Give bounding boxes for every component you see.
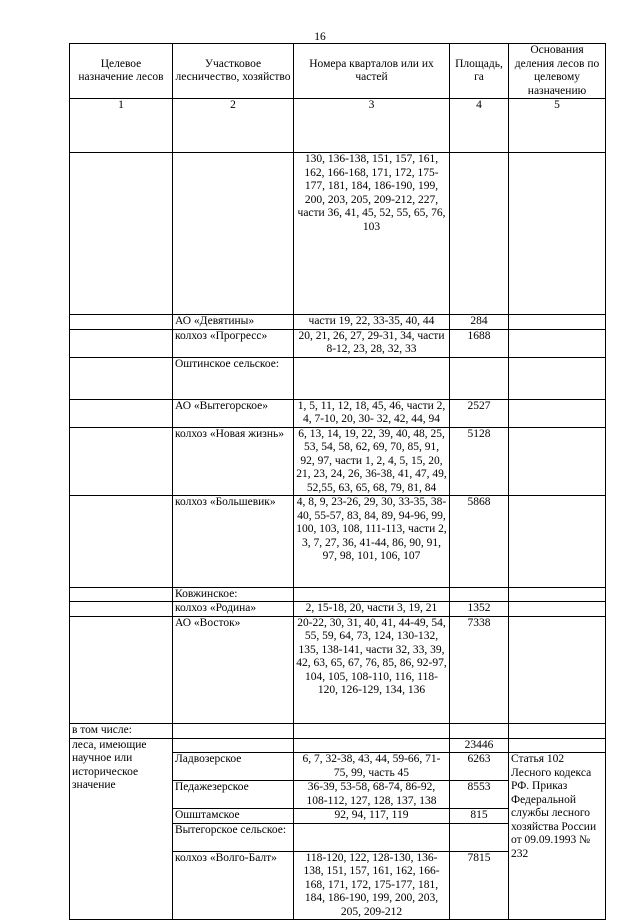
table-cell-col-4: 2527 — [450, 399, 509, 427]
table-cell-col-2: Педажезерское — [173, 781, 294, 809]
table-cell-col-2: Ковжинское: — [173, 587, 294, 602]
table-cell-col-1 — [70, 399, 173, 427]
table-row — [70, 602, 606, 617]
table-cell-col-2: Ладвозерское — [173, 753, 294, 781]
header-row — [70, 44, 606, 99]
table-cell-col-4: 7338 — [450, 616, 509, 724]
table-cell-col-3: 36-39, 53-58, 68-74, 86-92, 108-112, 127, 128, 137, 138 — [294, 781, 450, 809]
header-col-2: Участковое лесничество, хозяйство — [173, 44, 294, 99]
column-number-1: 1 — [70, 99, 173, 153]
table-cell-col-3: 1, 5, 11, 12, 18, 45, 46, части 2, 4, 7-10, 20, 30- 32, 42, 44, 94 — [294, 399, 450, 427]
table-row — [70, 496, 606, 588]
table-row — [70, 357, 606, 399]
table-cell-col-1 — [70, 587, 173, 602]
table-cell-col-5 — [509, 602, 606, 617]
table-cell-col-5 — [509, 329, 606, 357]
table-cell-col-3: 130, 136-138, 151, 157, 161, 162, 166-168, 171, 172, 175-177, 181, 184, 186-190, 199, 200, 203, 205, 209-212, 227, части 36, 41, 45, 52, 55, 65, 76, 103 — [294, 153, 450, 315]
table-cell-col-2: АО «Вытегорское» — [173, 399, 294, 427]
table-cell-col-2: колхоз «Прогресс» — [173, 329, 294, 357]
table-cell-col-3 — [294, 738, 450, 753]
table-row — [70, 329, 606, 357]
table-cell-col-4: 23446 — [450, 738, 509, 753]
table-row — [70, 616, 606, 724]
table-cell-col-5 — [509, 399, 606, 427]
table-cell-col-5 — [509, 616, 606, 724]
table-cell-col-4: 1688 — [450, 329, 509, 357]
table-cell-col-1 — [70, 496, 173, 588]
basis-cell-empty — [509, 738, 606, 753]
table-cell-col-1 — [70, 153, 173, 315]
table-cell-col-5 — [509, 724, 606, 739]
table-cell-col-4: 1352 — [450, 602, 509, 617]
table-cell-col-1 — [70, 315, 173, 330]
table-cell-col-1 — [70, 357, 173, 399]
table-cell-col-2: Вытегорское сельское: — [173, 823, 294, 851]
table-cell-col-5 — [509, 357, 606, 399]
table-cell-col-2: Ошштамское — [173, 809, 294, 824]
table-cell-col-4: 5128 — [450, 427, 509, 496]
table-cell-col-1 — [70, 616, 173, 724]
table-cell-col-3 — [294, 724, 450, 739]
column-number-2: 2 — [173, 99, 294, 153]
table-row — [70, 315, 606, 330]
forest-purpose-table — [69, 43, 606, 920]
basis-cell: Статья 102 Лесного кодекса РФ. Приказ Федеральной службы лесного хозяйства России от 09.09.1993 № 232 — [509, 753, 606, 920]
table-cell-col-4: 7815 — [450, 851, 509, 920]
table-cell-col-4: 6263 — [450, 753, 509, 781]
table-cell-col-3: 4, 8, 9, 23-26, 29, 30, 33-35, 38-40, 55-57, 83, 84, 89, 94-96, 99, 100, 103, 108, 111-113, части 2, 3, 7, 27, 36, 41-44, 86, 90, 91, 97, 98, 101, 106, 107 — [294, 496, 450, 588]
table-cell-col-4: 815 — [450, 809, 509, 824]
table-cell-col-3: 6, 13, 14, 19, 22, 39, 40, 48, 25, 53, 54, 58, 62, 69, 70, 85, 91, 92, 97, части 1, 2, 4, 5, 15, 20, 21, 23, 24, 26, 36-38, 41, 47, 49, 52,55, 63, 65, 68, 79, 81, 84 — [294, 427, 450, 496]
table-cell-col-4: 284 — [450, 315, 509, 330]
table-cell-col-2: колхоз «Новая жизнь» — [173, 427, 294, 496]
table-cell-col-5 — [509, 315, 606, 330]
purpose-cell: леса, имеющие научное или историческое значение — [70, 738, 173, 920]
header-col-1: Целевое назначение лесов — [70, 44, 173, 99]
table-row — [70, 153, 606, 315]
table-row — [70, 587, 606, 602]
header-col-5: Основания деления лесов по целевому назначению — [509, 44, 606, 99]
table-cell-col-3: 118-120, 122, 128-130, 136-138, 151, 157, 161, 162, 166-168, 171, 172, 175-177, 181, 184, 186-190, 199, 200, 203, 205, 209-212 — [294, 851, 450, 920]
table-row — [70, 399, 606, 427]
table-cell-col-2 — [173, 153, 294, 315]
column-number-row — [70, 99, 606, 153]
table-cell-col-5 — [509, 587, 606, 602]
table-cell-col-1 — [70, 427, 173, 496]
table-cell-col-2 — [173, 738, 294, 753]
table-cell-col-5 — [509, 496, 606, 588]
header-col-3: Номера кварталов или их частей — [294, 44, 450, 99]
column-number-4: 4 — [450, 99, 509, 153]
table-cell-col-2: колхоз «Родина» — [173, 602, 294, 617]
table-cell-col-4 — [450, 153, 509, 315]
table-cell-col-2: колхоз «Волго-Балт» — [173, 851, 294, 920]
page-number: 16 — [314, 31, 326, 43]
table-cell-col-2: АО «Девятины» — [173, 315, 294, 330]
table-cell-col-5 — [509, 153, 606, 315]
table-row — [70, 738, 606, 753]
table-cell-col-5 — [509, 427, 606, 496]
column-number-3: 3 — [294, 99, 450, 153]
table-cell-col-3: 20-22, 30, 31, 40, 41, 44-49, 54, 55, 59, 64, 73, 124, 130-132, 135, 138-141, части 32, 33, 39, 42, 63, 65, 67, 76, 85, 86, 92-97, 104, 105, 108-110, 116, 118-120, 126-129, 134, 136 — [294, 616, 450, 724]
table-cell-col-4: 5868 — [450, 496, 509, 588]
table-cell-col-4 — [450, 587, 509, 602]
table-cell-col-2: АО «Восток» — [173, 616, 294, 724]
table-cell-col-4: 8553 — [450, 781, 509, 809]
table-cell-col-4 — [450, 724, 509, 739]
table-cell-col-3: 2, 15-18, 20, части 3, 19, 21 — [294, 602, 450, 617]
table-cell-col-4 — [450, 823, 509, 851]
table-cell-col-2: колхоз «Большевик» — [173, 496, 294, 588]
table-row — [70, 724, 606, 739]
table-cell-col-3 — [294, 357, 450, 399]
table-cell-col-2 — [173, 724, 294, 739]
table-cell-col-1: в том числе: — [70, 724, 173, 739]
table-cell-col-1 — [70, 329, 173, 357]
table-cell-col-3 — [294, 823, 450, 851]
table-cell-col-3 — [294, 587, 450, 602]
table-cell-col-3: части 19, 22, 33-35, 40, 44 — [294, 315, 450, 330]
table-cell-col-3: 20, 21, 26, 27, 29-31, 34, части 8-12, 23, 28, 32, 33 — [294, 329, 450, 357]
header-col-4: Площадь, га — [450, 44, 509, 99]
table-row — [70, 427, 606, 496]
table-cell-col-3: 92, 94, 117, 119 — [294, 809, 450, 824]
table-cell-col-1 — [70, 602, 173, 617]
table-cell-col-4 — [450, 357, 509, 399]
table-cell-col-2: Оштинское сельское: — [173, 357, 294, 399]
column-number-5: 5 — [509, 99, 606, 153]
table-cell-col-3: 6, 7, 32-38, 43, 44, 59-66, 71-75, 99, часть 45 — [294, 753, 450, 781]
